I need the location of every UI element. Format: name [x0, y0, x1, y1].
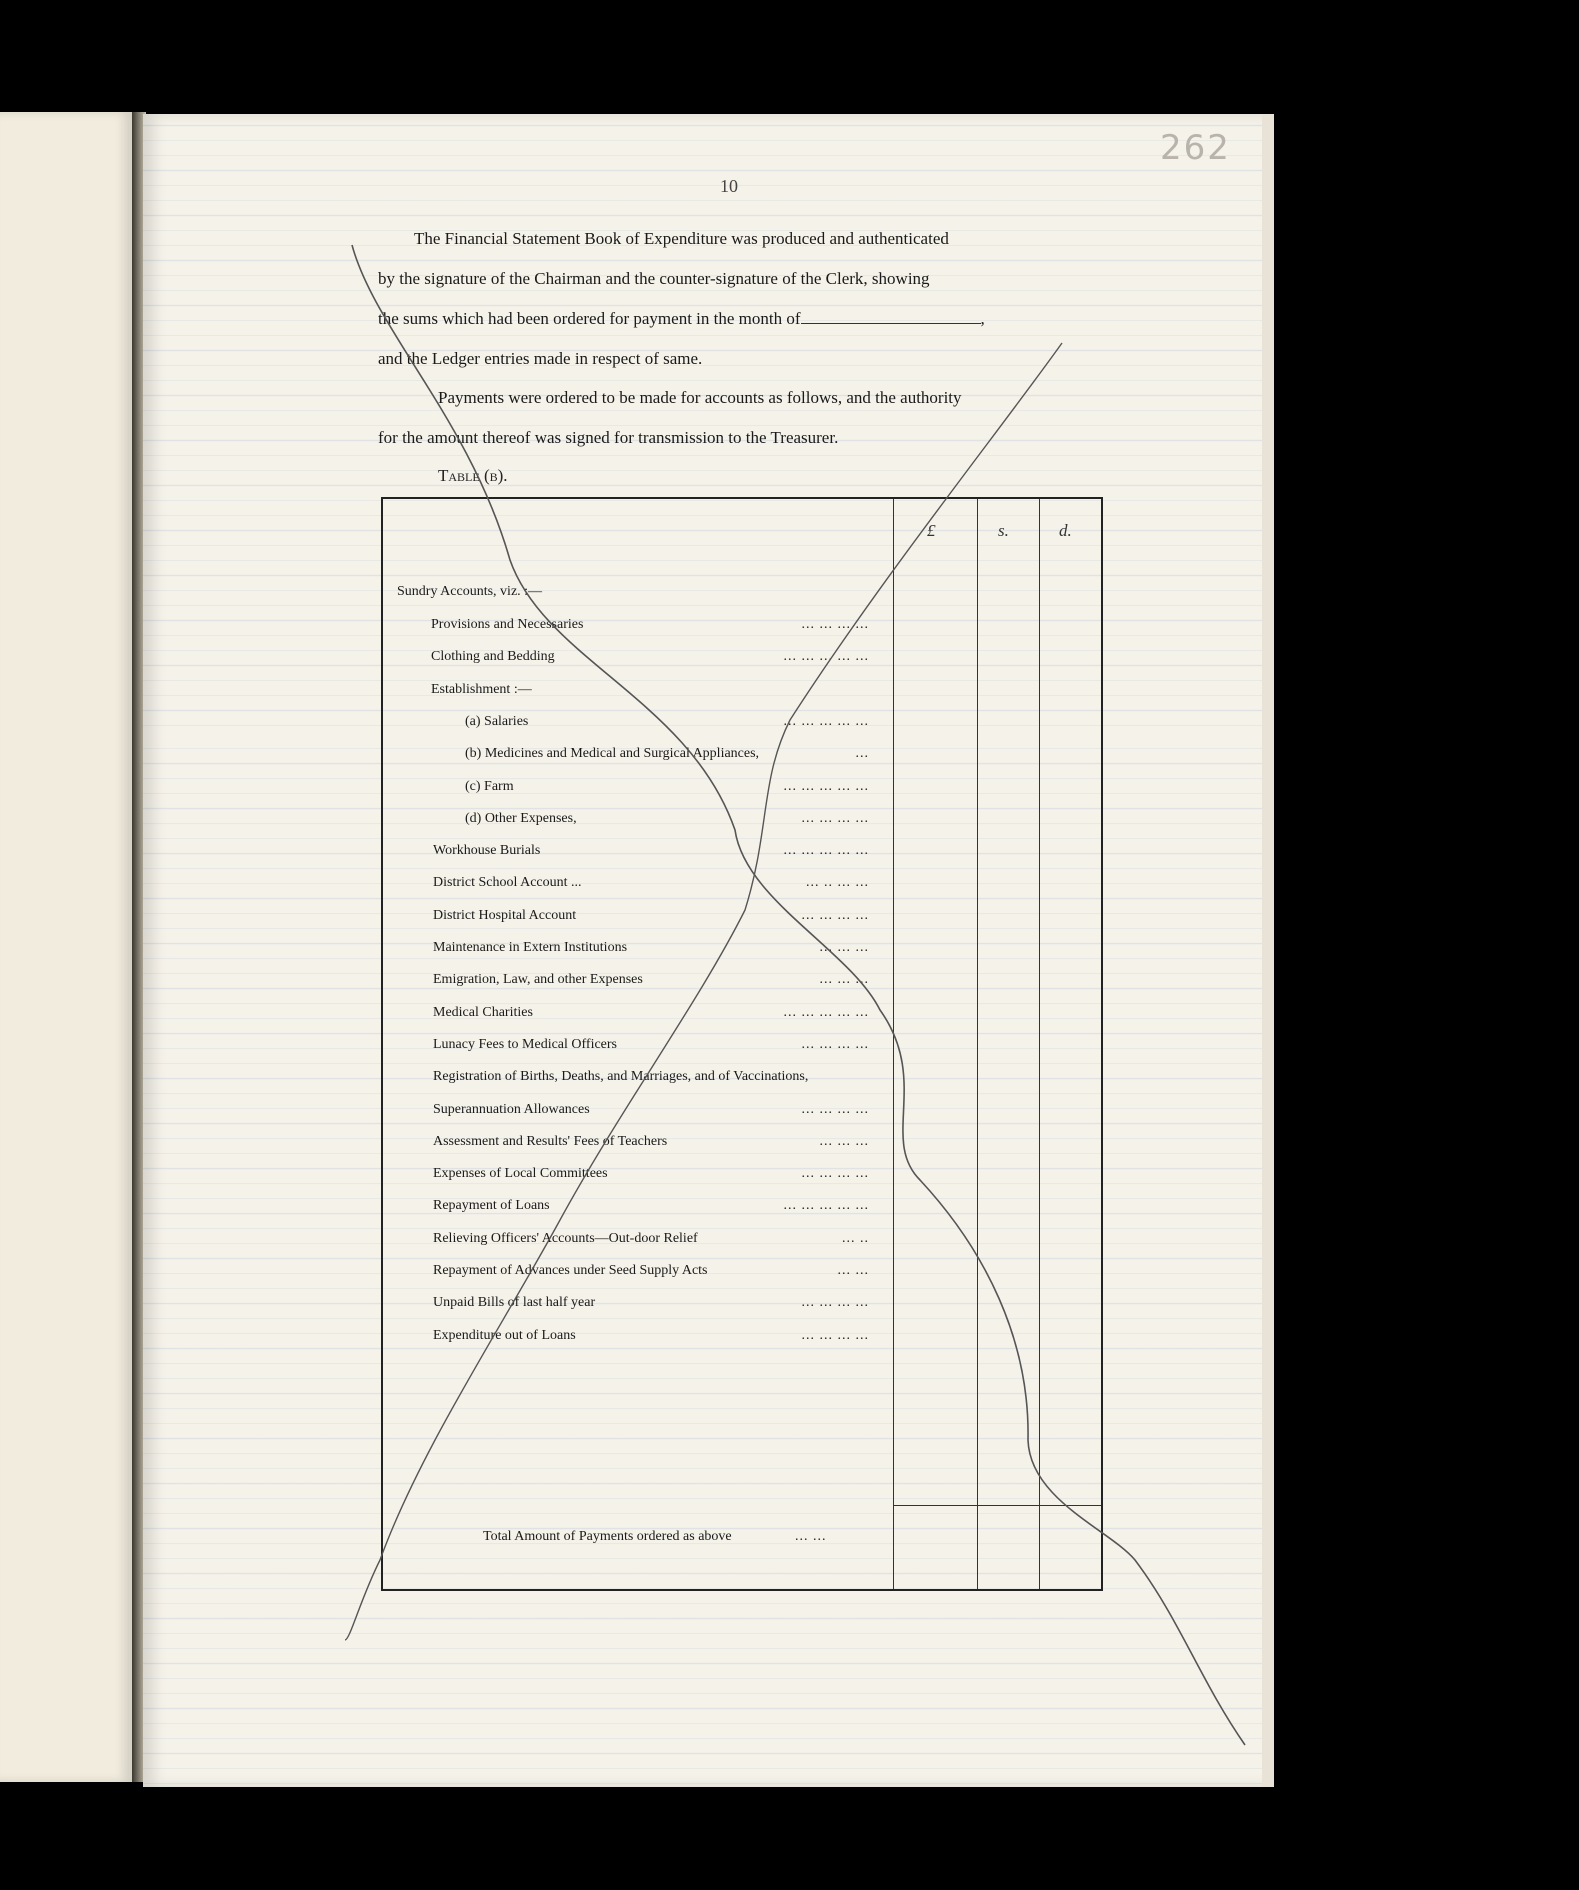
table-row-dots: ... ... ... ... ... [783, 649, 869, 665]
table-row-label: Repayment of Loans [433, 1198, 550, 1214]
folio-stamp: 262 [1160, 128, 1231, 168]
table-row-label: Superannuation Allowances [433, 1101, 590, 1117]
section-heading: Sundry Accounts, viz. :— [397, 584, 543, 599]
table-row-dots: ... ... ... ... [801, 810, 869, 826]
table-row-label: Expenditure out of Loans [433, 1327, 576, 1343]
table-row-dots: ... ... ... ... [801, 1036, 869, 1052]
line-end: , [980, 309, 985, 328]
month-text: the sums which had been ordered for payment in the month of [378, 309, 801, 328]
table-row-dots: ... ... ... [819, 972, 869, 988]
pence-column-header: d. [1059, 521, 1072, 540]
table-row-label: Medical Charities [433, 1004, 533, 1020]
paragraph-line: and the Ledger entries made in respect of same. [378, 349, 703, 368]
table-row-dots: ... ... ... ... [801, 1101, 869, 1117]
table-row-label: (d) Other Expenses, [465, 810, 577, 826]
table-row-label: Establishment :— [431, 681, 532, 697]
table-row-label: (c) Farm [465, 778, 514, 794]
pencil-diagonal [345, 343, 1062, 1640]
table-row-label: Emigration, Law, and other Expenses [433, 972, 643, 988]
table-row-label: (a) Salaries [465, 713, 529, 729]
page-number: 10 [720, 176, 738, 196]
table-row-label: (b) Medicines and Medical and Surgical Appliances, [465, 746, 760, 762]
total-label: Total Amount of Payments ordered as above [483, 1529, 732, 1544]
table-row-label: Workhouse Burials [433, 843, 541, 859]
table-row-dots: ... ... ... [819, 1133, 869, 1149]
table-row-dots: ... ... ... ... ... [783, 843, 869, 859]
table-row-dots: ... ... ... [819, 940, 869, 955]
table-row-label: Unpaid Bills of last half year [433, 1295, 596, 1311]
table-row-dots: ... ... ... ... ... [783, 778, 869, 794]
table-row-label: District Hospital Account [433, 907, 577, 923]
table-row-dots: ... ... ... ... [801, 1295, 869, 1311]
paragraph-line: for the amount thereof was signed for transmission to the Treasurer. [378, 428, 839, 447]
table-row-label: Lunacy Fees to Medical Officers [433, 1036, 618, 1052]
table-row-dots: ... .. [842, 1230, 869, 1246]
table-row-dots: ... ... ... ... ... [783, 1198, 869, 1214]
paragraph-line: Payments were ordered to be made for accounts as follows, and the authority [438, 388, 962, 407]
pencil-curve [352, 245, 1245, 1745]
table-row-label: Maintenance in Extern Institutions [433, 940, 628, 955]
table-row-label: Assessment and Results' Fees of Teachers [433, 1133, 668, 1149]
table-row-label: Clothing and Bedding [431, 649, 555, 665]
total-dots: ... ... [795, 1529, 827, 1544]
shillings-column-header: s. [998, 521, 1009, 540]
table-row-dots: ... ... ... ... [801, 617, 869, 632]
table-row-dots: ... ... ... ... [801, 1166, 869, 1182]
table-heading: Table (b). [438, 466, 508, 485]
table-row-dots: ... ... ... ... ... [783, 713, 869, 729]
table-row-dots: ... [855, 746, 869, 762]
table-row-dots: ... ... ... ... ... [783, 1004, 869, 1020]
pounds-column-header: £ [927, 521, 936, 540]
table-row-label: Repayment of Advances under Seed Supply Acts [433, 1263, 708, 1278]
table-row-dots: ... ... [837, 1263, 869, 1278]
table-row-dots: ... ... ... ... [801, 907, 869, 923]
paragraph-line: The Financial Statement Book of Expenditure was produced and authenticated [414, 229, 949, 248]
table-row-label: Provisions and Necessaries [431, 617, 584, 632]
table-row-label: Relieving Officers' Accounts—Out-door Relief [433, 1230, 698, 1246]
table-row-dots: ... ... ... ... [801, 1327, 869, 1343]
table-row-label: District School Account ... [433, 875, 582, 891]
paragraph-line: by the signature of the Chairman and the counter-signature of the Clerk, showing [378, 269, 930, 288]
table-row-label: Expenses of Local Committees [433, 1166, 608, 1182]
table-row-label: Registration of Births, Deaths, and Marriages, and of Vaccinations, [433, 1069, 809, 1085]
table-row-dots: ... .. ... ... [806, 875, 869, 891]
